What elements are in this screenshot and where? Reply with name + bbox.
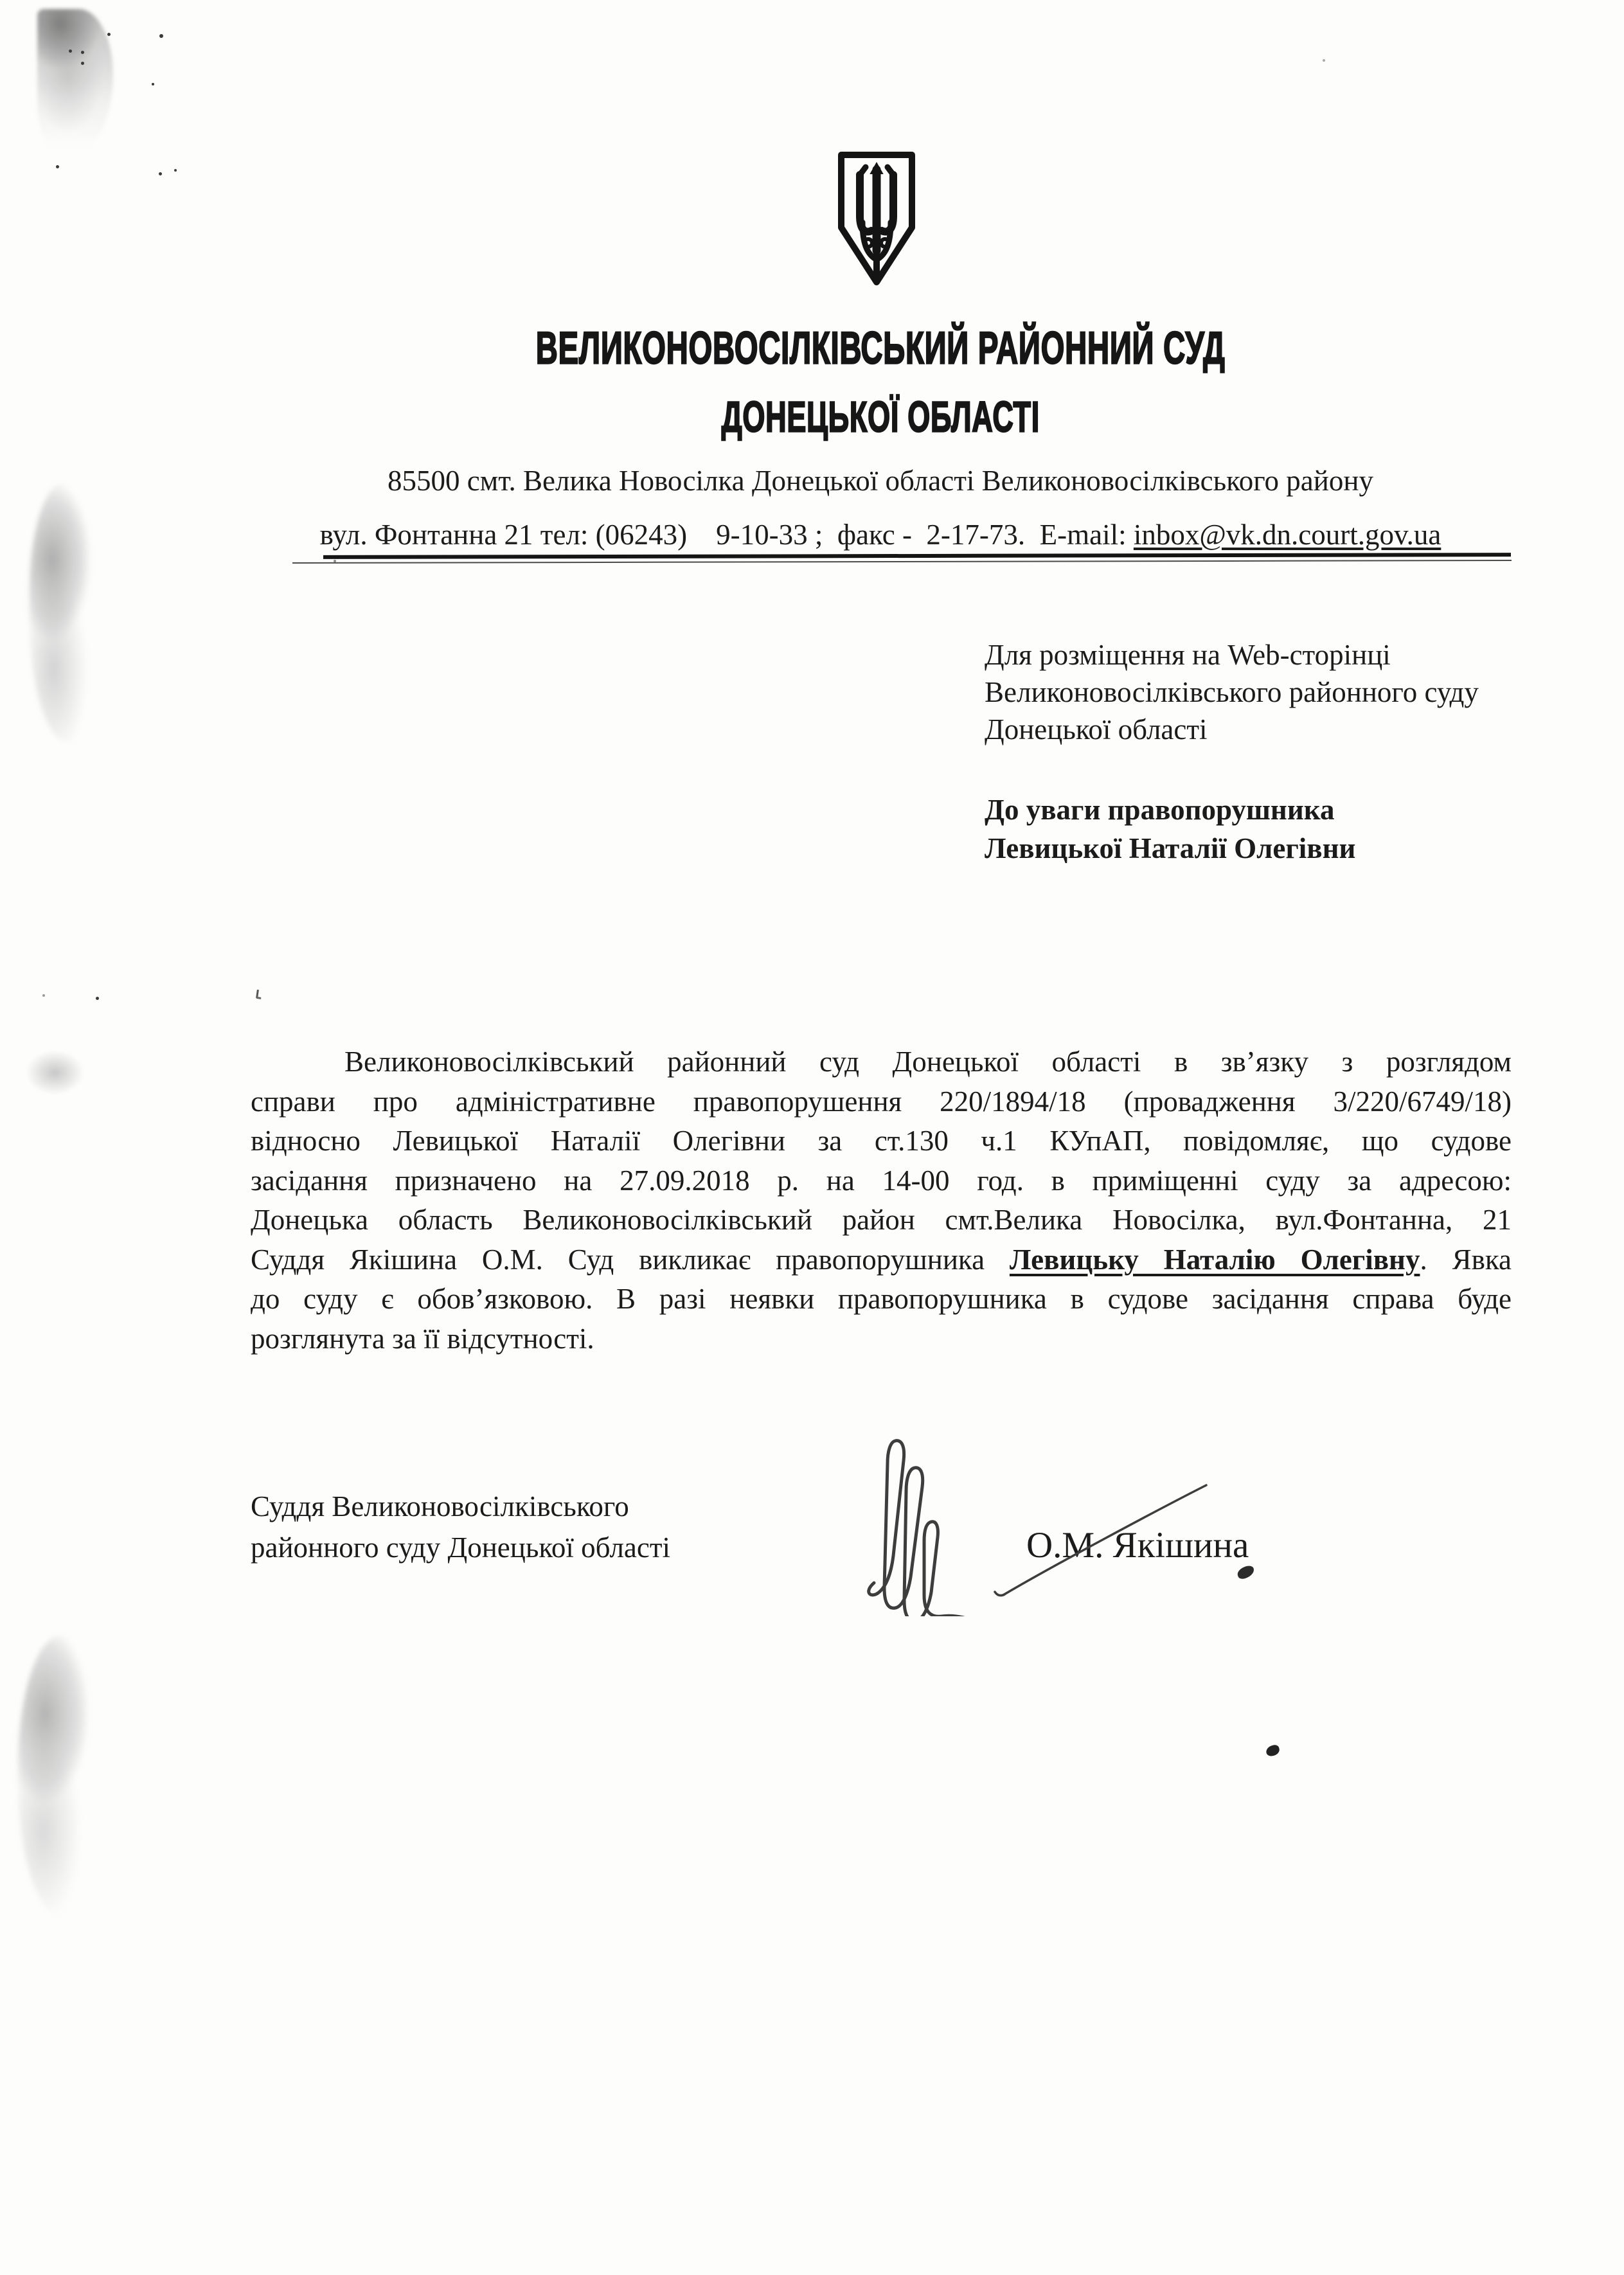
recipient-note (985, 636, 1479, 748)
offender-name-emphasis: Левицьку Наталію Олегівну (1009, 1243, 1420, 1276)
scan-speck (81, 62, 84, 65)
header-rule-echo (292, 560, 1512, 564)
recipient-note-line: Великоновосілківського районного суду (985, 676, 1479, 708)
body-line: Донецька область Великоновосілківський район смт.Велика Новосілка, вул.Фонтанна, 21 (251, 1204, 1512, 1236)
scan-speck (56, 165, 59, 168)
attention-note-line: До уваги правопорушника (985, 794, 1335, 826)
attention-note-line: Левицької Наталії Олегівни (985, 832, 1356, 864)
body-line: розглянута за її відсутності. (251, 1322, 594, 1355)
court-name-line2-text: ДОНЕЦЬКОЇ ОБЛАСТІ (721, 392, 1040, 442)
header-rule (323, 553, 1511, 559)
court-address-line: 85500 смт. Велика Новосілка Донецької області Великоновосілківського району (388, 465, 1373, 497)
signature-title (251, 1486, 670, 1568)
scan-speck (174, 169, 177, 172)
body-line: справи про адміністративне правопорушення 220/1894/18 (провадження 3/220/6749/18) (251, 1085, 1512, 1118)
court-name-line1-text: ВЕЛИКОНОВОСІЛКІВСЬКИЙ РАЙОННИЙ СУД (535, 323, 1226, 374)
recipient-note-line: Для розміщення на Web-сторінці (985, 639, 1391, 671)
body-line6-prefix: Суддя Якішина О.М. Суд викликає правопорушника (251, 1243, 1010, 1276)
scan-smudge-top-left (37, 9, 113, 156)
scan-speck (96, 997, 99, 1000)
tryzub-coat-of-arms-icon (831, 149, 922, 288)
court-email: inbox@vk.dn.court.gov.ua (1133, 519, 1441, 551)
judge-name: О.М. Якішина (1026, 1525, 1249, 1566)
scan-speck (81, 51, 84, 54)
court-name-line1 (251, 323, 1510, 374)
scan-speck (159, 34, 163, 38)
scan-smudge-left-bottom (18, 1636, 108, 1915)
scan-speck (42, 994, 45, 997)
signature-title-line: районного суду Донецької області (251, 1531, 671, 1564)
signature-title-line: Суддя Великоновосілківського (251, 1490, 629, 1522)
body-line: засідання призначено на 27.09.2018 р. на 14-00 год. в приміщенні суду за адресою: (251, 1164, 1512, 1197)
scan-speck (159, 172, 162, 175)
scan-speckle-patch (24, 1049, 85, 1096)
body-line6-suffix: . Явка (1420, 1243, 1512, 1276)
scan-speck (1323, 59, 1325, 62)
scan-speck (107, 33, 111, 36)
court-contacts-line (212, 518, 1549, 551)
recipient-note-line: Донецької області (985, 713, 1208, 745)
ink-blot (1265, 1744, 1280, 1758)
contacts-prefix: вул. Фонтанна 21 тел: (06243) 9-10-33 ; факс - 2-17-73. E-mail: (319, 519, 1134, 551)
scan-speck (152, 83, 154, 85)
scan-smudge-left-middle (30, 482, 110, 742)
body-line: відносно Левицької Наталії Олегівни за ст.130 ч.1 КУпАП, повідомляє, що судове (251, 1125, 1512, 1157)
court-name-line2 (251, 392, 1510, 442)
body-line (251, 1240, 1512, 1280)
body-line: до суду є обов’язковою. В разі неявки правопорушника в судове засідання справа буде (251, 1283, 1512, 1315)
body-line: Великоновосілківський районний суд Донецької області в зв’язку з розглядом (344, 1046, 1512, 1078)
handwritten-signature (855, 1404, 1279, 1616)
scan-speck (69, 49, 72, 53)
scan-pen-tick (256, 990, 259, 998)
attention-note (985, 790, 1355, 868)
body-paragraph (251, 1042, 1512, 1359)
